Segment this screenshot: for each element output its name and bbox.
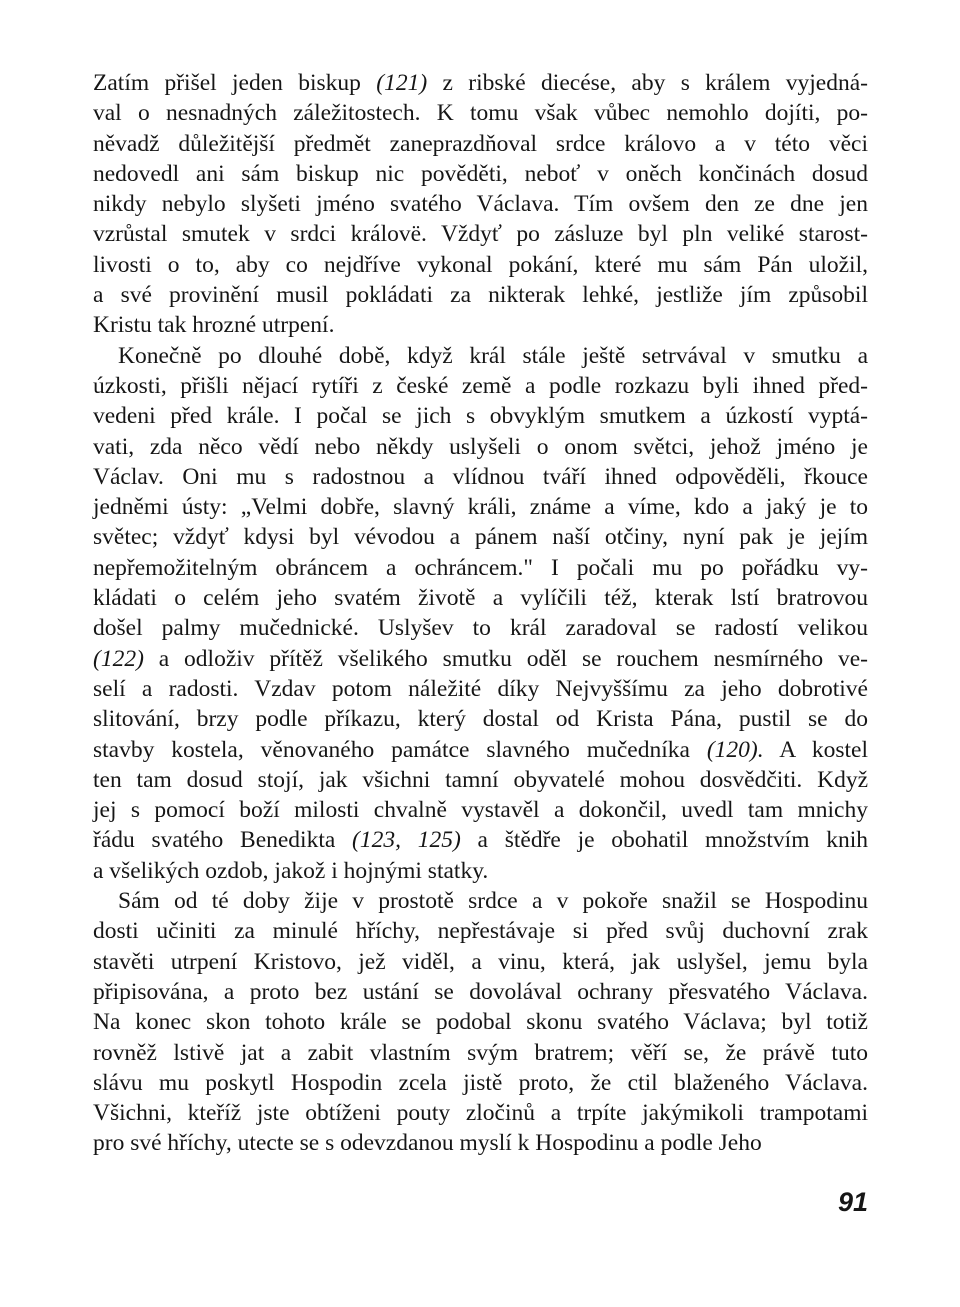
text-line	[93, 856, 868, 886]
figure-reference: (123, 125)	[352, 827, 461, 854]
text-line	[93, 886, 868, 916]
text-line	[93, 129, 868, 159]
text-segment: Sám od té doby žije v prostotě srdce a v pokoře snažil se Hospodinu	[118, 888, 868, 915]
text-line	[93, 371, 868, 401]
text-segment: a štědře je obohatil množstvím knih	[460, 827, 868, 854]
text-segment: livosti o to, aby co nejdříve vykonal pokání, které mu sám Pán uložil,	[93, 251, 868, 278]
text-segment: nepřemožitelným obráncem a ochráncem." I počali mu po pořádku vy-	[93, 554, 868, 581]
text-segment: Konečně po dlouhé době, když král stále ještě setrvával v smutku a	[118, 342, 868, 369]
text-segment: selí a radosti. Vzdav potom náležité díky Nejvyššímu za jeho dobrotivé	[93, 675, 868, 702]
text-line	[93, 1098, 868, 1128]
figure-reference: (122)	[93, 645, 144, 672]
text-line	[93, 1128, 868, 1158]
text-line	[93, 341, 868, 371]
text-line	[93, 1068, 868, 1098]
text-segment: ten tam dosud stojí, jak všichni tamní obyvatelé mohou dosvědčiti. Když	[93, 766, 868, 793]
text-segment: vati, zda něco vědí nebo někdy uslyšeli o onom světci, jehož jméno je	[93, 433, 868, 460]
text-line	[93, 765, 868, 795]
text-line	[93, 613, 868, 643]
text-line	[93, 189, 868, 219]
text-segment: světec; vždyť kdysi byl vévodou a pánem naší otčiny, nyní pak je jejím	[93, 524, 868, 551]
figure-reference: (120).	[706, 736, 764, 763]
text-segment: z ribské diecése, aby s králem vyjedná-	[427, 70, 868, 96]
text-segment: něvadž důležitější předmět zaneprazdňoval srdce královo a v této věci	[93, 130, 868, 157]
text-segment: Na konec skon tohoto krále se podobal skonu svatého Václava; byl totiž	[93, 1009, 868, 1036]
text-line	[93, 250, 868, 280]
text-line	[93, 1007, 868, 1037]
text-line	[93, 735, 868, 765]
text-line	[93, 644, 868, 674]
text-segment: rovněž lstivě jat a zabit vlastním svým bratrem; věří se, že právě tuto	[93, 1039, 868, 1066]
paragraph	[93, 341, 868, 886]
text-segment: kládati o celém jeho svatém životě a vylíčili též, kterak lstí bratrovou	[93, 585, 868, 612]
text-segment: a odloživ přítěž všelikého smutku oděl se rouchem nesmírného ve-	[143, 645, 868, 672]
text-line	[93, 280, 868, 310]
text-line	[93, 159, 868, 189]
text-line	[93, 98, 868, 128]
text-line	[93, 825, 868, 855]
text-segment: došel palmy mučednické. Uslyšev to král zaradoval se radostí velikou	[93, 615, 868, 642]
text-segment: stavby kostela, věnovaného památce slavného mučedníka	[93, 736, 707, 763]
text-line	[93, 947, 868, 977]
text-line	[93, 1038, 868, 1068]
text-segment: připisována, a proto bez ustání se dovolával ochrany přesvatého Václava.	[93, 978, 868, 1005]
text-line	[93, 401, 868, 431]
text-segment: A kostel	[763, 736, 868, 763]
text-segment: a své provinění musil pokládati za nikterak lehké, jestliže jím způsobil	[93, 282, 868, 309]
text-segment: vzrůstal smutek v srdci královë. Vždyť po zásluze byl pln veliké starost-	[93, 221, 868, 248]
text-segment: Zatím přišel jeden biskup	[93, 70, 377, 96]
text-segment: slitování, brzy podle příkazu, který dostal od Krista Pána, pustil se do	[93, 706, 868, 733]
text-line	[93, 795, 868, 825]
text-line	[93, 219, 868, 249]
text-line	[93, 462, 868, 492]
text-segment: slávu mu poskytl Hospodin zcela jistě proto, že ctil blaženého Václava.	[93, 1069, 868, 1096]
text-line	[93, 704, 868, 734]
text-line	[93, 522, 868, 552]
body-text	[93, 68, 868, 1159]
text-segment: Václav. Oni mu s radostnou a vlídnou tváří ihned odpověděli, řkouce	[93, 463, 868, 490]
text-segment: nedovedl ani sám biskup nic pověděti, neboť v oněch končinách dosud	[93, 160, 868, 187]
paragraph	[93, 886, 868, 1159]
page-number: 91	[837, 1187, 868, 1217]
text-line	[93, 492, 868, 522]
text-segment: pro své hříchy, utecte se s odevzdanou myslí k Hospodinu a podle Jeho	[93, 1130, 762, 1157]
text-segment: řádu svatého Benedikta	[93, 827, 353, 854]
text-line	[93, 553, 868, 583]
text-segment: úzkosti, přišli nějací rytíři z české země a podle rozkazu byli ihned před-	[93, 372, 868, 399]
text-line	[93, 68, 868, 98]
text-line	[93, 916, 868, 946]
text-segment: vedeni před krále. I počal se jich s obvyklým smutkem a úzkostí vyptá-	[93, 403, 868, 430]
text-segment: val o nesnadných záležitostech. K tomu však vůbec nemohlo dojíti, po-	[93, 100, 868, 127]
text-line	[93, 310, 868, 340]
text-line	[93, 432, 868, 462]
text-segment: Kristu tak hrozné utrpení.	[93, 312, 335, 339]
figure-reference: (121)	[376, 70, 428, 96]
text-segment: dosti učiniti za minulé hříchy, nepřestávaje si před svůj duchovní zrak	[93, 918, 868, 945]
text-segment: a všelikých ozdob, jakož i hojnými statky.	[93, 857, 489, 884]
text-segment: jedněmi ústy: „Velmi dobře, slavný králi, známe a víme, kdo a jaký je to	[93, 494, 868, 521]
paragraph	[93, 68, 868, 341]
text-segment: Všichni, kteříž jste obtíženi pouty zločinů a trpíte jakýmikoli trampotami	[93, 1100, 868, 1127]
text-segment: nikdy nebylo slyšeti jméno svatého Václava. Tím ovšem den ze dne jen	[93, 191, 868, 218]
text-line	[93, 977, 868, 1007]
text-line	[93, 583, 868, 613]
text-segment: jej s pomocí boží milosti chvalně vystavěl a dokončil, uvedl tam mnichy	[93, 797, 868, 824]
text-segment: stavěti utrpení Kristovo, jež viděl, a vinu, která, jak uslyšel, jemu byla	[93, 948, 868, 975]
text-line	[93, 674, 868, 704]
